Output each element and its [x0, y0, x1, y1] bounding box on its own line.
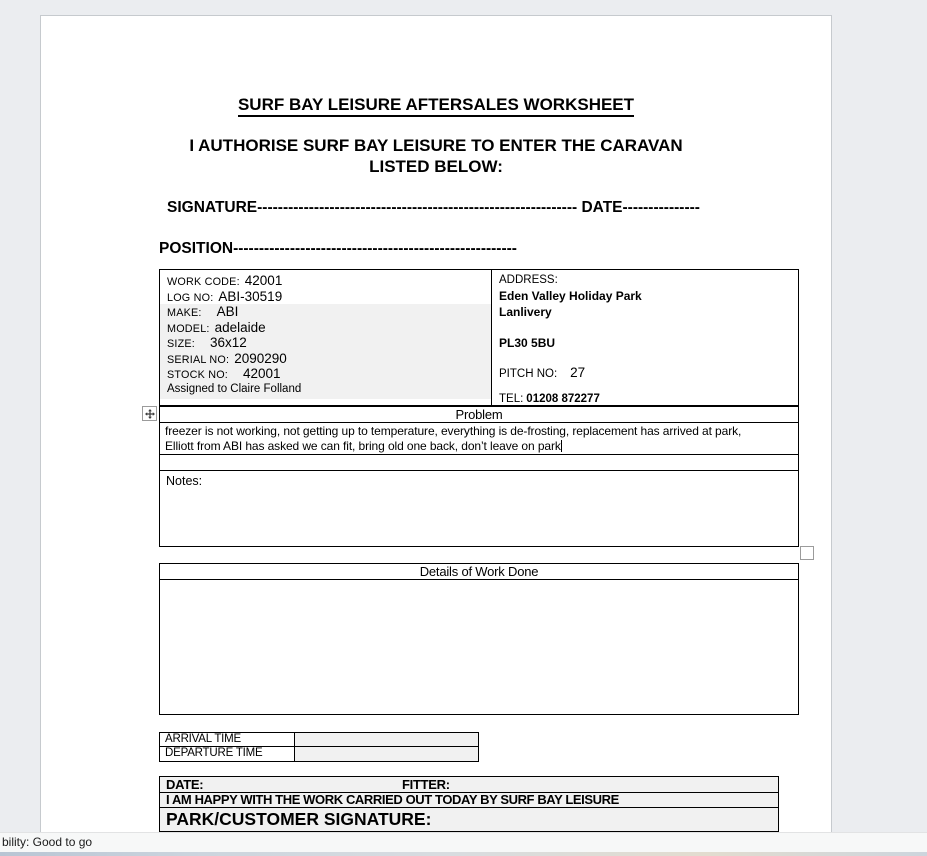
text-cursor [561, 440, 563, 452]
window-bottom-edge [0, 852, 927, 856]
field-make: MAKE: ABI [167, 304, 239, 319]
problem-header: Problem [160, 407, 798, 423]
position-line: POSITION------------------------------------------------------- [159, 240, 517, 257]
notes-label: Notes: [166, 474, 203, 488]
shaded-field-block [160, 304, 491, 399]
happy-statement-row: I AM HAPPY WITH THE WORK CARRIED OUT TODAY BY SURF BAY LEISURE [160, 793, 778, 808]
problem-empty-row[interactable] [160, 455, 798, 471]
caravan-info-table [159, 269, 799, 406]
notes-cell[interactable] [160, 471, 798, 546]
authorise-line-2: LISTED BELOW: [369, 157, 503, 176]
table-resize-handle[interactable] [800, 546, 814, 560]
problem-text-line-2: Elliott from ABI has asked we can fit, bring old one back, don’t leave on park [165, 439, 561, 453]
accessibility-status[interactable]: bility: Good to go [2, 835, 93, 849]
problem-text-cell[interactable] [160, 423, 798, 455]
doc-title: SURF BAY LEISURE AFTERSALES WORKSHEET [41, 95, 831, 115]
address-cell[interactable] [492, 270, 798, 405]
field-size: SIZE: 36x12 [167, 335, 247, 350]
caravan-info-cell[interactable] [160, 270, 492, 405]
field-model: MODEL: adelaide [167, 319, 266, 335]
customer-signature-row[interactable]: PARK/CUSTOMER SIGNATURE: [166, 809, 432, 829]
signature-date-line: SIGNATURE-------------------------------------------------------------- DATE--------------- [167, 199, 700, 216]
arrival-time-label: ARRIVAL TIME [160, 733, 295, 746]
departure-time-label: DEPARTURE TIME [160, 747, 295, 761]
pitch-no-line: PITCH NO: 27 [499, 365, 586, 380]
field-serial-no: SERIAL NO: 2090290 [167, 350, 287, 366]
departure-time-row [160, 747, 478, 761]
address-postcode: PL30 5BU [499, 336, 556, 350]
arrival-time-row [160, 733, 478, 747]
assigned-note: Assigned to Claire Folland [167, 382, 302, 395]
departure-time-value[interactable] [295, 747, 478, 761]
field-stock-no: STOCK NO: 42001 [167, 366, 281, 381]
table-move-handle[interactable] [142, 406, 157, 421]
problem-table [159, 406, 799, 547]
date-label: DATE: [166, 777, 204, 792]
field-work-code: WORK CODE: 42001 [167, 273, 283, 288]
address-line-2: Lanlivery [499, 305, 552, 319]
authorise-line-1: I AUTHORISE SURF BAY LEISURE TO ENTER THE CARAVAN [189, 136, 683, 155]
authorise-heading [41, 135, 831, 177]
problem-text-line-1: freezer is not working, not getting up to temperature, everything is de-frosting, replacement has arrived at park, [165, 424, 742, 438]
arrival-time-value[interactable] [295, 733, 478, 746]
address-label: ADDRESS: [499, 274, 558, 286]
date-fitter-row[interactable] [160, 777, 778, 793]
tel-line: TEL: 01208 872277 [499, 393, 600, 405]
work-done-cell[interactable] [160, 580, 798, 714]
fitter-label: FITTER: [402, 777, 450, 792]
address-line-1: Eden Valley Holiday Park [499, 289, 642, 303]
times-table [159, 732, 479, 762]
status-bar [0, 832, 927, 852]
work-done-header: Details of Work Done [160, 564, 798, 580]
signoff-table [159, 776, 779, 832]
work-done-table [159, 563, 799, 715]
move-cross-icon [145, 409, 155, 419]
document-page[interactable] [40, 15, 832, 856]
field-log-no: LOG NO: ABI-30519 [167, 288, 283, 304]
